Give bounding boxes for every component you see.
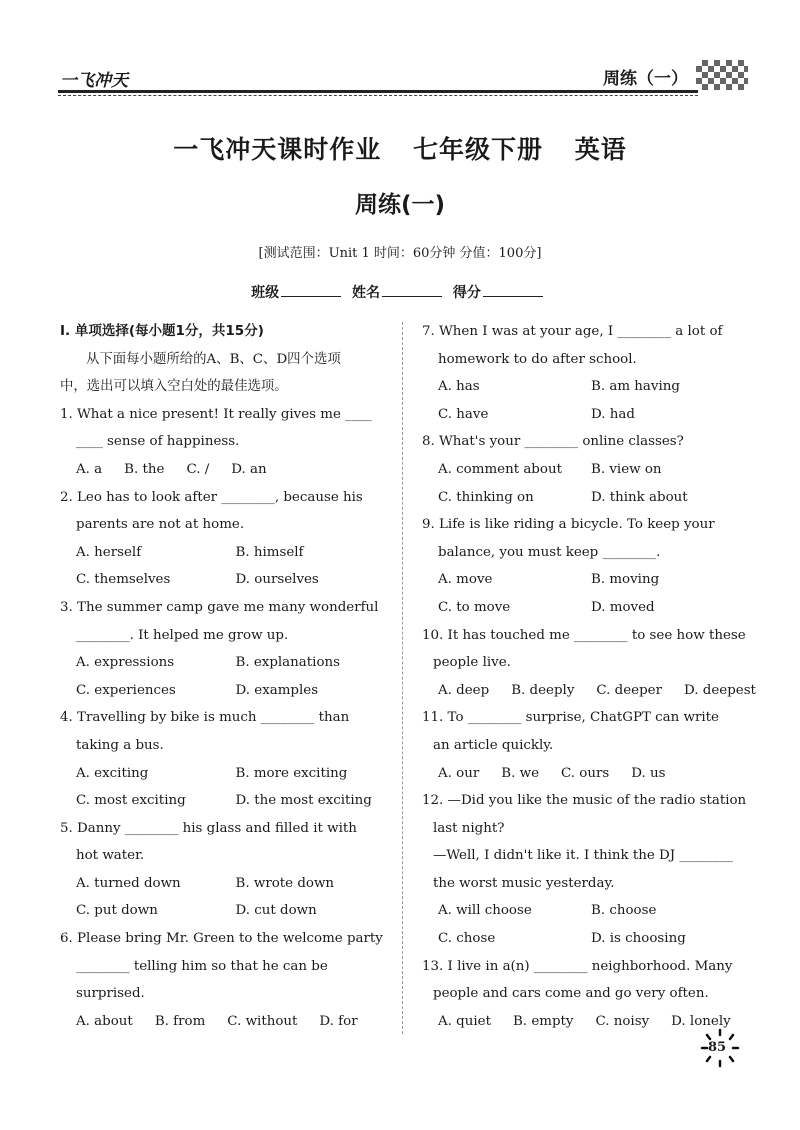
question-text: 2. Leo has to look after ________, because his [60, 489, 363, 505]
answer-option[interactable]: A. herself [76, 544, 142, 560]
name-field[interactable] [382, 296, 442, 297]
answer-option[interactable]: C. thinking on [438, 489, 534, 505]
answer-option[interactable]: D. cut down [235, 903, 317, 919]
question-text: 1. What a nice present! It really gives me ____ [60, 406, 372, 422]
question-text: last night? [433, 820, 505, 836]
question-text: people live. [433, 655, 511, 671]
answer-option[interactable]: C. noisy [595, 1013, 650, 1029]
question-text: balance, you must keep ________. [438, 544, 661, 560]
answer-option[interactable]: C. have [438, 406, 489, 422]
question-text: ____ sense of happiness. [76, 434, 240, 450]
question-2 [60, 484, 395, 594]
options-row [60, 456, 395, 484]
question-text: 12. —Did you like the music of the radio station [422, 793, 747, 809]
student-info [0, 282, 800, 302]
answer-option[interactable]: B. empty [512, 1013, 574, 1029]
question-1 [60, 401, 395, 484]
answer-option[interactable]: A. exciting [76, 765, 149, 781]
options-row [422, 677, 756, 705]
left-column [60, 318, 395, 1035]
options-row [422, 897, 744, 925]
question-text: 3. The summer camp gave me many wonderful [60, 599, 379, 615]
answer-option[interactable]: D. think about [591, 489, 688, 505]
options-row [60, 649, 395, 677]
question-5 [60, 815, 395, 925]
options-row [422, 1008, 744, 1036]
answer-option[interactable]: A. has [438, 379, 480, 395]
answer-option[interactable]: C. chose [438, 931, 496, 947]
question-text: 5. Danny ________ his glass and filled it with [60, 820, 357, 836]
answer-option[interactable]: D. deepest [684, 682, 756, 698]
options-row [422, 456, 744, 484]
question-text: ________ telling him so that he can be [76, 958, 328, 974]
answer-option[interactable]: B. we [501, 765, 540, 781]
answer-option[interactable]: B. view on [591, 461, 662, 477]
answer-option[interactable]: B. himself [235, 544, 304, 560]
question-text: 8. What's your ________ online classes? [422, 434, 684, 450]
answer-option[interactable]: C. deeper [596, 682, 662, 698]
answer-option[interactable]: B. choose [591, 903, 657, 919]
answer-option[interactable]: A. will choose [438, 903, 532, 919]
answer-option[interactable]: A. our [438, 765, 480, 781]
question-10 [422, 622, 756, 705]
question-11 [422, 704, 744, 787]
answer-option[interactable]: D. examples [235, 682, 319, 698]
answer-option[interactable]: B. deeply [511, 682, 575, 698]
question-text: parents are not at home. [76, 517, 245, 533]
answer-option[interactable]: C. without [227, 1013, 298, 1029]
options-row [60, 539, 395, 567]
question-4 [60, 704, 395, 814]
question-text: 6. Please bring Mr. Green to the welcome party [60, 931, 383, 947]
options-row [60, 897, 395, 925]
answer-option[interactable]: C. most exciting [76, 793, 186, 809]
answer-option[interactable]: B. wrote down [235, 875, 335, 891]
options-row [422, 760, 744, 788]
options-row [422, 594, 744, 622]
page-subtitle: 周练(一) [354, 192, 446, 218]
answer-option[interactable]: A. about [76, 1013, 133, 1029]
question-text: an article quickly. [433, 737, 554, 753]
answer-option[interactable]: B. more exciting [235, 765, 348, 781]
answer-option[interactable]: D. is choosing [591, 931, 686, 947]
question-text: people and cars come and go very often. [433, 986, 709, 1002]
options-row [60, 566, 395, 594]
answer-option[interactable]: A. comment about [438, 461, 562, 477]
answer-option[interactable]: A. move [438, 572, 493, 588]
options-row [60, 760, 395, 788]
question-text: surprised. [76, 986, 145, 1002]
question-text: the worst music yesterday. [433, 875, 615, 891]
page-header [58, 64, 748, 98]
answer-option[interactable]: A. expressions [76, 655, 175, 671]
answer-option[interactable]: D. had [591, 406, 635, 422]
options-row [60, 787, 395, 815]
question-text: 9. Life is like riding a bicycle. To keep your [422, 517, 715, 533]
instructions-line: 中，选出可以填入空白处的最佳选项。 [60, 379, 288, 395]
column-divider [402, 322, 403, 1034]
header-rule-dashed [58, 95, 698, 96]
answer-option[interactable]: D. moved [591, 599, 655, 615]
checker-decoration-icon [696, 60, 748, 90]
answer-option[interactable]: D. lonely [671, 1013, 731, 1029]
answer-option[interactable]: B. moving [591, 572, 660, 588]
page-title: 一飞冲天课时作业 七年级下册 英语 [173, 135, 627, 164]
class-label: 班级 [251, 285, 280, 301]
question-text: 10. It has touched me ________ to see how these [422, 627, 746, 643]
answer-option[interactable]: C. put down [76, 903, 158, 919]
answer-option[interactable]: B. explanations [235, 655, 340, 671]
options-row [60, 1008, 395, 1036]
options-row [60, 677, 395, 705]
answer-option[interactable]: D. us [631, 765, 666, 781]
question-text: 13. I live in a(n) ________ neighborhood. Many [422, 958, 733, 974]
score-label: 得分 [452, 285, 481, 301]
answer-option[interactable]: D. for [319, 1013, 358, 1029]
question-text: 7. When I was at your age, I ________ a lot of [422, 324, 723, 339]
question-text: 11. To ________ surprise, ChatGPT can write [422, 710, 719, 726]
answer-option[interactable]: A. turned down [76, 875, 181, 891]
options-row [422, 484, 744, 512]
section-heading: Ⅰ. 单项选择(每小题1分，共15分) [60, 323, 264, 339]
instructions-line: 从下面每小题所给的A、B、C、D四个选项 [86, 351, 341, 367]
options-row [422, 373, 744, 401]
question-12 [422, 787, 747, 953]
name-label: 姓名 [352, 285, 380, 301]
answer-option[interactable]: B. from [154, 1013, 206, 1029]
question-9 [422, 511, 744, 621]
question-3 [60, 594, 395, 704]
answer-option[interactable]: B. the [124, 461, 165, 477]
answer-option[interactable]: C. themselves [76, 572, 171, 588]
answer-option[interactable]: C. experiences [76, 682, 176, 698]
answer-option[interactable]: A. a [76, 461, 103, 477]
class-field[interactable] [281, 296, 341, 297]
question-7 [422, 318, 744, 428]
question-text: taking a bus. [76, 737, 164, 753]
question-text: ________. It helped me grow up. [76, 627, 289, 643]
question-text: —Well, I didn't like it. I think the DJ ________ [433, 848, 733, 864]
question-text: hot water. [76, 848, 145, 864]
question-8 [422, 428, 744, 511]
answer-option[interactable]: A. deep [438, 682, 490, 698]
answer-option[interactable]: D. the most exciting [235, 793, 372, 809]
answer-option[interactable]: C. to move [438, 599, 511, 615]
answer-option[interactable]: B. am having [591, 379, 680, 395]
header-rule [58, 90, 698, 93]
answer-option[interactable]: C. ours [561, 765, 610, 781]
question-text: 4. Travelling by bike is much ________ than [60, 710, 350, 726]
options-row [60, 870, 395, 898]
question-text: homework to do after school. [438, 351, 637, 367]
question-13 [422, 953, 744, 1036]
question-6 [60, 925, 395, 1035]
right-column [422, 318, 756, 1035]
page-number: 85 [708, 1040, 727, 1055]
options-row [422, 401, 744, 429]
options-row [422, 925, 744, 953]
answer-option[interactable]: D. an [231, 461, 267, 477]
score-field[interactable] [483, 296, 543, 297]
week-label: 周练（一） [603, 69, 688, 89]
brand-logo: 一飞冲天 [60, 71, 128, 91]
answer-option[interactable]: A. quiet [438, 1013, 491, 1029]
options-row [422, 566, 744, 594]
answer-option[interactable]: C. / [186, 461, 210, 477]
answer-option[interactable]: D. ourselves [235, 572, 319, 588]
test-scope: [测试范围：Unit 1 时间：60分钟 分值：100分] [258, 246, 542, 261]
